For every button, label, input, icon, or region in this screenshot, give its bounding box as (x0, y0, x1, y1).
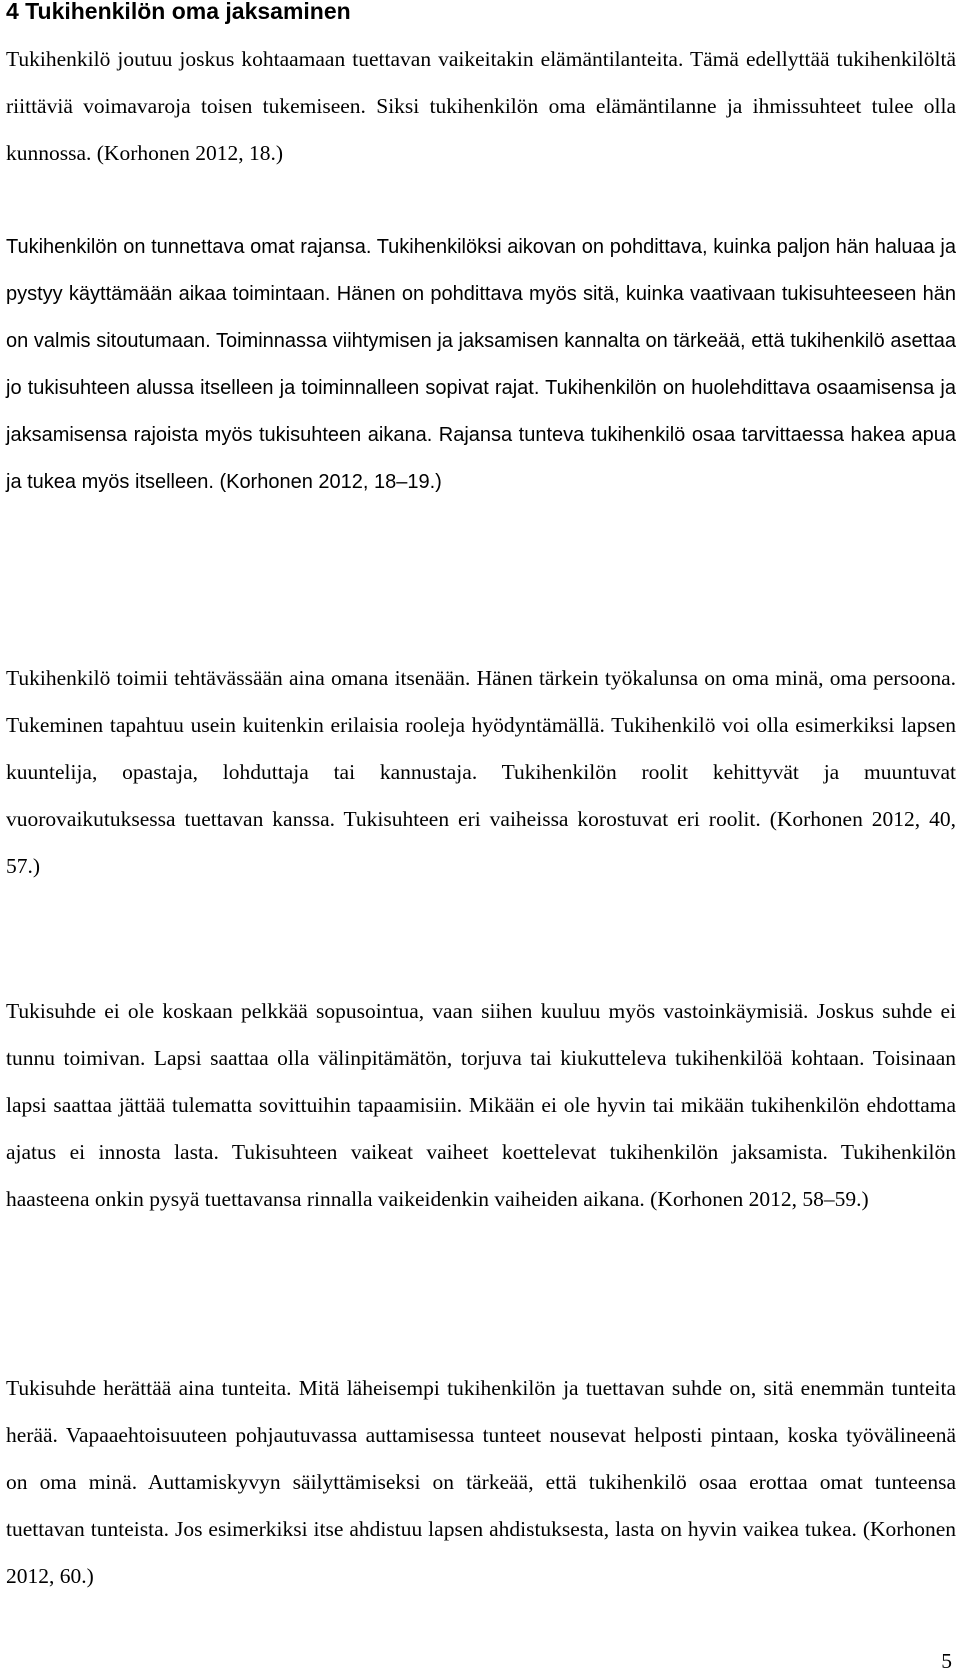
page-number: 5 (941, 1649, 952, 1673)
paragraph-1: Tukihenkilö joutuu joskus kohtaamaan tuettavan vaikeitakin elämäntilanteita. Tämä edellyttää tukihenkilöltä riittäviä voimavaroja toisen tukemiseen. Siksi tukihenkilön oma elämäntilanne ja ihmissuhteet tulee olla kunnossa. (Korhonen 2012, 18.) (6, 47, 956, 165)
section-heading: 4 Tukihenkilön oma jaksaminen (6, 0, 351, 24)
paragraph-2: Tukihenkilön on tunnettava omat rajansa. Tukihenkilöksi aikovan on pohdittava, kuinka paljon hän haluaa ja pystyy käyttämään aikaa toimintaan. Hänen on pohdittava myös sitä, kuinka vaativaan tukisuhteeseen hän on valmis sitoutumaan. Toiminnassa viihtymisen ja jaksamisen kannalta on tärkeää, että tukihenkilö asettaa jo tukisuhteen alussa itselleen ja toiminnalleen sopivat rajat. Tukihenkilön on huolehdittava osaamisensa ja jaksamisensa rajoista myös tukisuhteen aikana. Rajansa tunteva tukihenkilö osaa tarvittaessa hakea apua ja tukea myös itselleen. (Korhonen 2012, 18–19.) (6, 236, 956, 493)
paragraph-5: Tukisuhde herättää aina tunteita. Mitä läheisempi tukihenkilön ja tuettavan suhde on, sitä enemmän tunteita herää. Vapaaehtoisuuteen pohjautuvassa auttamisessa tunteet nousevat helposti pintaan, koska työvälineenä on oma minä. Auttamiskyvyn säilyttämiseksi on tärkeää, että tukihenkilö osaa erottaa omat tunteensa tuettavan tunteista. Jos esimerkiksi itse ahdistuu lapsen ahdistuksesta, lasta on hyvin vaikea tukea. (Korhonen 2012, 60.) (6, 1376, 956, 1588)
paragraph-3: Tukihenkilö toimii tehtävässään aina omana itsenään. Hänen tärkein työkalunsa on oma minä, oma persoona. Tukeminen tapahtuu usein kuitenkin erilaisia rooleja hyödyntämällä. Tukihenkilö voi olla esimerkiksi lapsen kuuntelija, opastaja, lohduttaja tai kannustaja. Tukihenkilön roolit kehittyvät ja muuntuvat vuorovaikutuksessa tuettavan kanssa. Tukisuhteen eri vaiheissa korostuvat eri roolit. (Korhonen 2012, 40, 57.) (6, 666, 956, 878)
paragraph-4: Tukisuhde ei ole koskaan pelkkää sopusointua, vaan siihen kuuluu myös vastoinkäymisiä. Joskus suhde ei tunnu toimivan. Lapsi saattaa olla välinpitämätön, torjuva tai kiukutteleva tukihenkilöä kohtaan. Toisinaan lapsi saattaa jättää tulematta sovittuihin tapaamisiin. Mikään ei ole hyvin tai mikään tukihenkilön ehdottama ajatus ei innosta lasta. Tukisuhteen vaikeat vaiheet koettelevat tukihenkilön jaksamista. Tukihenkilön haasteena onkin pysyä tuettavansa rinnalla vaikeidenkin vaiheiden aikana. (Korhonen 2012, 58–59.) (6, 999, 956, 1211)
